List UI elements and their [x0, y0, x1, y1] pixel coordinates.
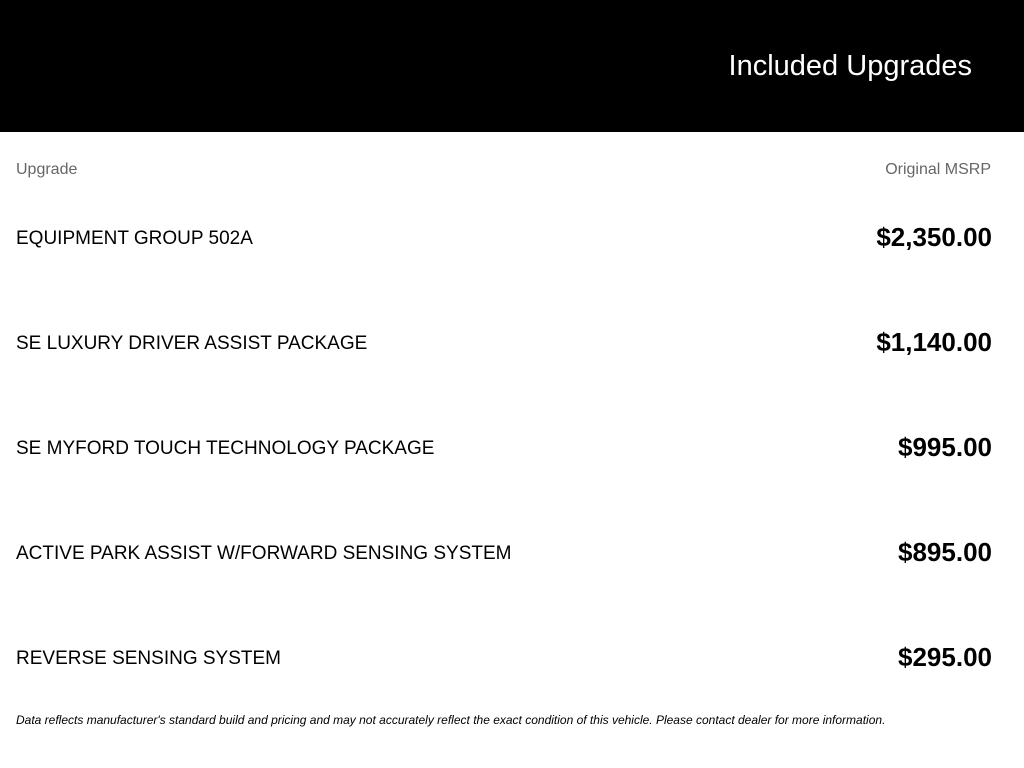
upgrade-price: $2,350.00: [876, 222, 992, 252]
upgrade-price: $995.00: [898, 432, 992, 462]
column-header-upgrade: Upgrade: [16, 161, 78, 178]
upgrade-row: [0, 290, 1024, 395]
upgrade-row: [0, 395, 1024, 500]
column-header-msrp: Original MSRP: [885, 161, 991, 178]
upgrade-name: SE MYFORD TOUCH TECHNOLOGY PACKAGE: [16, 438, 435, 459]
upgrade-name: ACTIVE PARK ASSIST W/FORWARD SENSING SYSTEM: [16, 543, 512, 564]
upgrade-name: SE LUXURY DRIVER ASSIST PACKAGE: [16, 333, 368, 354]
header-banner: [0, 0, 1024, 132]
page-title: Included Upgrades: [728, 50, 972, 82]
upgrade-price: $295.00: [898, 642, 992, 672]
upgrade-price: $1,140.00: [876, 327, 992, 357]
upgrade-price: $895.00: [898, 537, 992, 567]
upgrade-row: [0, 185, 1024, 290]
upgrade-list: [0, 185, 1024, 710]
upgrade-row: [0, 605, 1024, 710]
upgrade-name: REVERSE SENSING SYSTEM: [16, 648, 282, 669]
upgrade-row: [0, 500, 1024, 605]
disclaimer-text: Data reflects manufacturer's standard build and pricing and may not accurately reflect the exact condition of this vehicle. Please contact dealer for more information.: [16, 713, 886, 727]
upgrade-name: EQUIPMENT GROUP 502A: [16, 228, 253, 249]
